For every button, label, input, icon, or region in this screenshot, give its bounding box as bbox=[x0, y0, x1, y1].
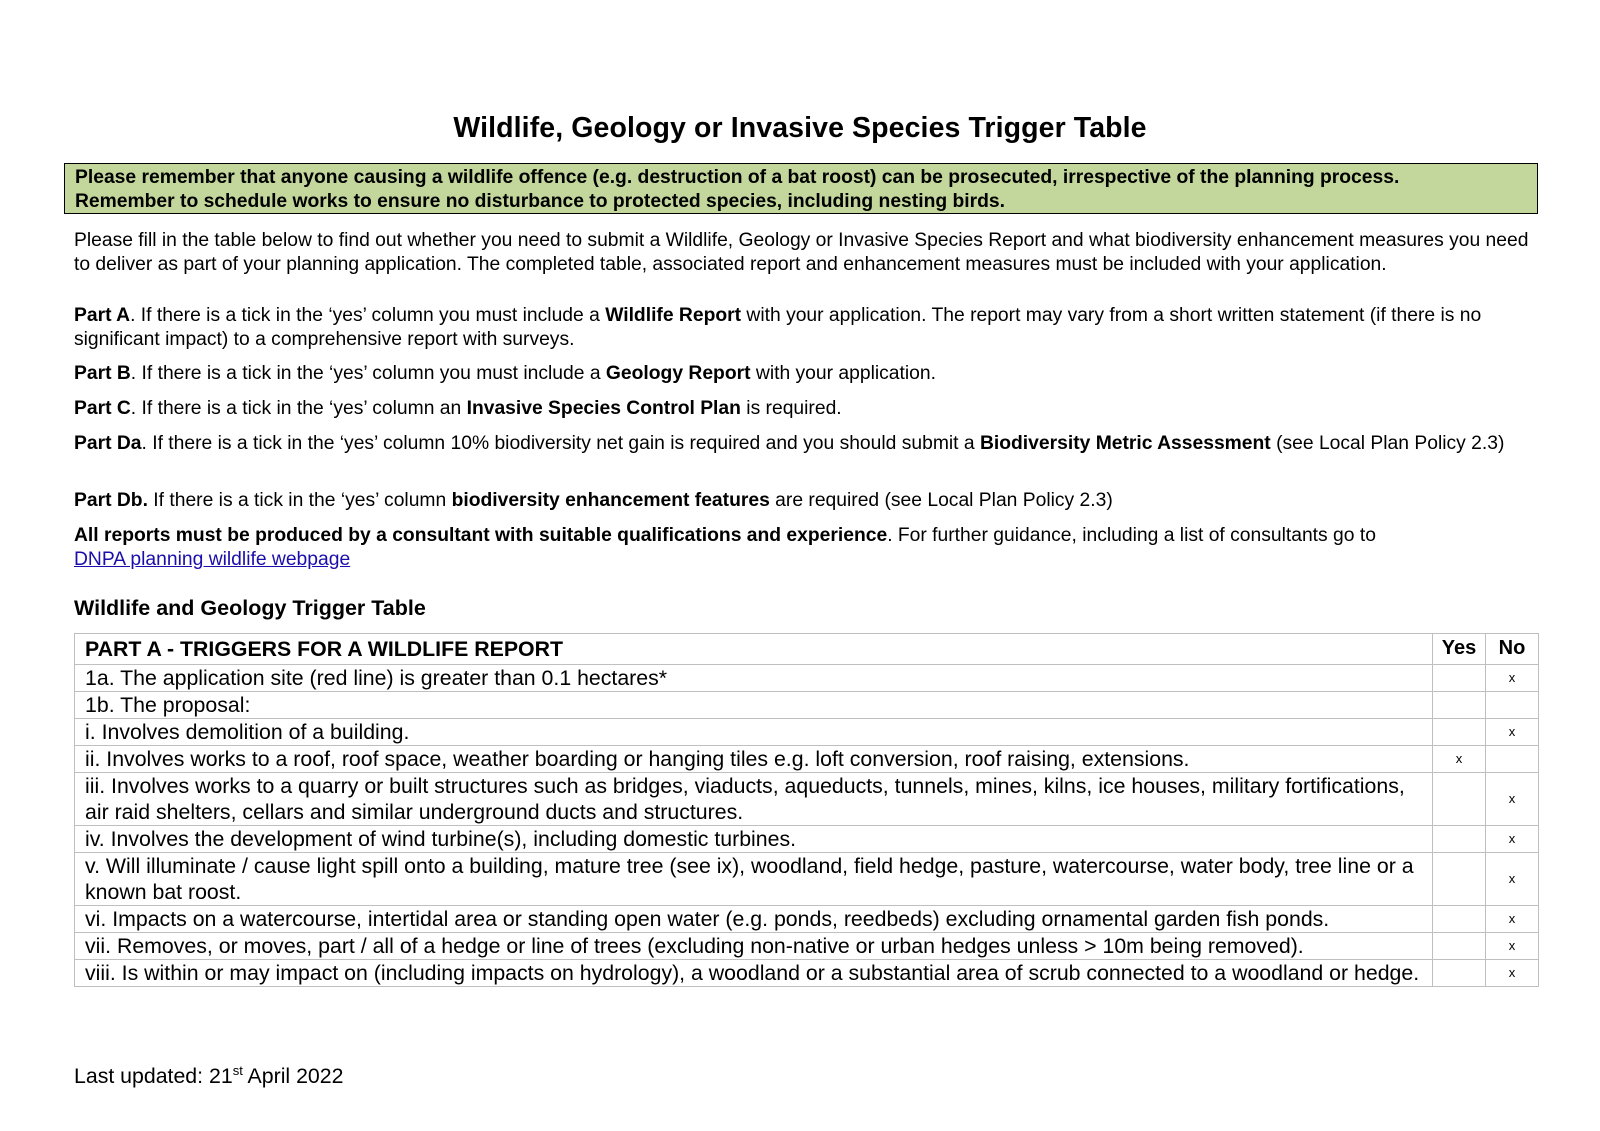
trigger-text: vi. Impacts on a watercourse, intertidal area or standing open water (e.g. ponds, reedbeds) excluding ornamental garden fish ponds. bbox=[75, 906, 1433, 933]
yes-cell[interactable] bbox=[1433, 853, 1486, 906]
part-da-bold: Biodiversity Metric Assessment bbox=[979, 433, 1271, 454]
part-b-paragraph bbox=[74, 362, 1544, 386]
last-updated-prefix: Last updated: 21 bbox=[74, 1064, 233, 1088]
yes-cell[interactable] bbox=[1433, 933, 1486, 960]
part-a-text: . If there is a tick in the ‘yes’ column you must include a bbox=[130, 305, 606, 326]
part-da-label: Part Da bbox=[74, 433, 142, 454]
trigger-text: 1b. The proposal: bbox=[75, 692, 1433, 719]
yes-cell[interactable] bbox=[1433, 906, 1486, 933]
trigger-text: iii. Involves works to a quarry or built structures such as bridges, viaducts, aqueducts, tunnels, mines, kilns, ice houses, military fortifications, air raid shelters, cellars and similar underground ducts and structures. bbox=[75, 773, 1433, 826]
part-db-text-end: are required (see Local Plan Policy 2.3) bbox=[769, 490, 1113, 511]
part-a-paragraph bbox=[74, 304, 1544, 352]
reports-note bbox=[74, 524, 1544, 572]
trigger-table-heading: Wildlife and Geology Trigger Table bbox=[74, 596, 426, 620]
part-db-text: If there is a tick in the ‘yes’ column bbox=[147, 490, 452, 511]
no-cell[interactable]: x bbox=[1486, 719, 1539, 746]
part-c-label: Part C bbox=[74, 398, 131, 419]
table-row bbox=[75, 692, 1539, 719]
part-c-paragraph bbox=[74, 397, 1544, 421]
last-updated bbox=[74, 1063, 343, 1089]
part-da-paragraph bbox=[74, 432, 1544, 456]
no-cell[interactable]: x bbox=[1486, 960, 1539, 987]
table-row bbox=[75, 665, 1539, 692]
no-cell[interactable]: x bbox=[1486, 933, 1539, 960]
trigger-table bbox=[74, 633, 1539, 987]
no-cell[interactable] bbox=[1486, 746, 1539, 773]
part-da-text: . If there is a tick in the ‘yes’ column 10% biodiversity net gain is required and you should submit a bbox=[141, 433, 980, 454]
last-updated-sup: st bbox=[232, 1063, 243, 1078]
table-row bbox=[75, 773, 1539, 826]
trigger-text: ii. Involves works to a roof, roof space, weather boarding or hanging tiles e.g. loft conversion, roof raising, extensions. bbox=[75, 746, 1433, 773]
table-row bbox=[75, 719, 1539, 746]
yes-cell[interactable] bbox=[1433, 826, 1486, 853]
yes-cell[interactable] bbox=[1433, 960, 1486, 987]
part-b-bold: Geology Report bbox=[605, 363, 751, 384]
yes-column-header: Yes bbox=[1433, 634, 1486, 665]
trigger-text: i. Involves demolition of a building. bbox=[75, 719, 1433, 746]
yes-cell[interactable] bbox=[1433, 692, 1486, 719]
reports-note-bold: All reports must be produced by a consultant with suitable qualifications and experience bbox=[74, 525, 888, 546]
warning-line-1: Please remember that anyone causing a wildlife offence (e.g. destruction of a bat roost) can be prosecuted, irrespective of the planning process. bbox=[75, 167, 1400, 188]
yes-cell[interactable] bbox=[1433, 665, 1486, 692]
no-cell[interactable] bbox=[1486, 692, 1539, 719]
table-header-title: PART A - TRIGGERS FOR A WILDLIFE REPORT bbox=[75, 634, 1433, 665]
no-cell[interactable]: x bbox=[1486, 826, 1539, 853]
table-row bbox=[75, 826, 1539, 853]
page-title: Wildlife, Geology or Invasive Species Trigger Table bbox=[453, 112, 1147, 144]
warning-box bbox=[64, 163, 1538, 214]
table-header-row bbox=[75, 634, 1539, 665]
trigger-text: iv. Involves the development of wind turbine(s), including domestic turbines. bbox=[75, 826, 1433, 853]
part-b-label: Part B bbox=[74, 363, 131, 384]
part-db-label: Part Db. bbox=[74, 490, 148, 511]
dnpa-wildlife-webpage-link[interactable]: DNPA planning wildlife webpage bbox=[74, 549, 351, 570]
part-da-text-end: (see Local Plan Policy 2.3) bbox=[1270, 433, 1505, 454]
part-c-text: . If there is a tick in the ‘yes’ column an bbox=[130, 398, 467, 419]
table-row bbox=[75, 960, 1539, 987]
part-a-bold: Wildlife Report bbox=[605, 305, 742, 326]
table-row bbox=[75, 746, 1539, 773]
yes-cell[interactable] bbox=[1433, 773, 1486, 826]
no-cell[interactable]: x bbox=[1486, 906, 1539, 933]
yes-cell[interactable]: x bbox=[1433, 746, 1486, 773]
part-b-text-end: with your application. bbox=[750, 363, 936, 384]
part-a-label: Part A bbox=[74, 305, 131, 326]
no-column-header: No bbox=[1486, 634, 1539, 665]
table-row bbox=[75, 933, 1539, 960]
part-a-text-end: with your application. The report may vary from a short written statement (if there is no significant impact) to a comprehensive report with surveys. bbox=[74, 305, 1482, 350]
part-db-paragraph bbox=[74, 489, 1544, 513]
part-db-bold: biodiversity enhancement features bbox=[451, 490, 770, 511]
table-row bbox=[75, 853, 1539, 906]
intro-paragraph: Please fill in the table below to find out whether you need to submit a Wildlife, Geology or Invasive Species Report and what biodiversity enhancement measures you need to deliver as part of your planning application. The completed table, associated report and enhancement measures must be included with your application. bbox=[74, 230, 1529, 275]
no-cell[interactable]: x bbox=[1486, 665, 1539, 692]
no-cell[interactable]: x bbox=[1486, 853, 1539, 906]
last-updated-suffix: April 2022 bbox=[242, 1064, 344, 1088]
reports-note-text: . For further guidance, including a list of consultants go to bbox=[887, 525, 1376, 546]
trigger-text: viii. Is within or may impact on (including impacts on hydrology), a woodland or a substantial area of scrub connected to a woodland or hedge. bbox=[75, 960, 1433, 987]
warning-line-2: Remember to schedule works to ensure no disturbance to protected species, including nesting birds. bbox=[75, 191, 1005, 212]
trigger-text: 1a. The application site (red line) is greater than 0.1 hectares* bbox=[75, 665, 1433, 692]
part-c-text-end: is required. bbox=[740, 398, 842, 419]
trigger-text: vii. Removes, or moves, part / all of a hedge or line of trees (excluding non-native or urban hedges unless > 10m being removed). bbox=[75, 933, 1433, 960]
yes-cell[interactable] bbox=[1433, 719, 1486, 746]
trigger-text: v. Will illuminate / cause light spill onto a building, mature tree (see ix), woodland, field hedge, pasture, watercourse, water body, tree line or a known bat roost. bbox=[75, 853, 1433, 906]
part-b-text: . If there is a tick in the ‘yes’ column you must include a bbox=[130, 363, 606, 384]
table-row bbox=[75, 906, 1539, 933]
no-cell[interactable]: x bbox=[1486, 773, 1539, 826]
part-c-bold: Invasive Species Control Plan bbox=[466, 398, 741, 419]
